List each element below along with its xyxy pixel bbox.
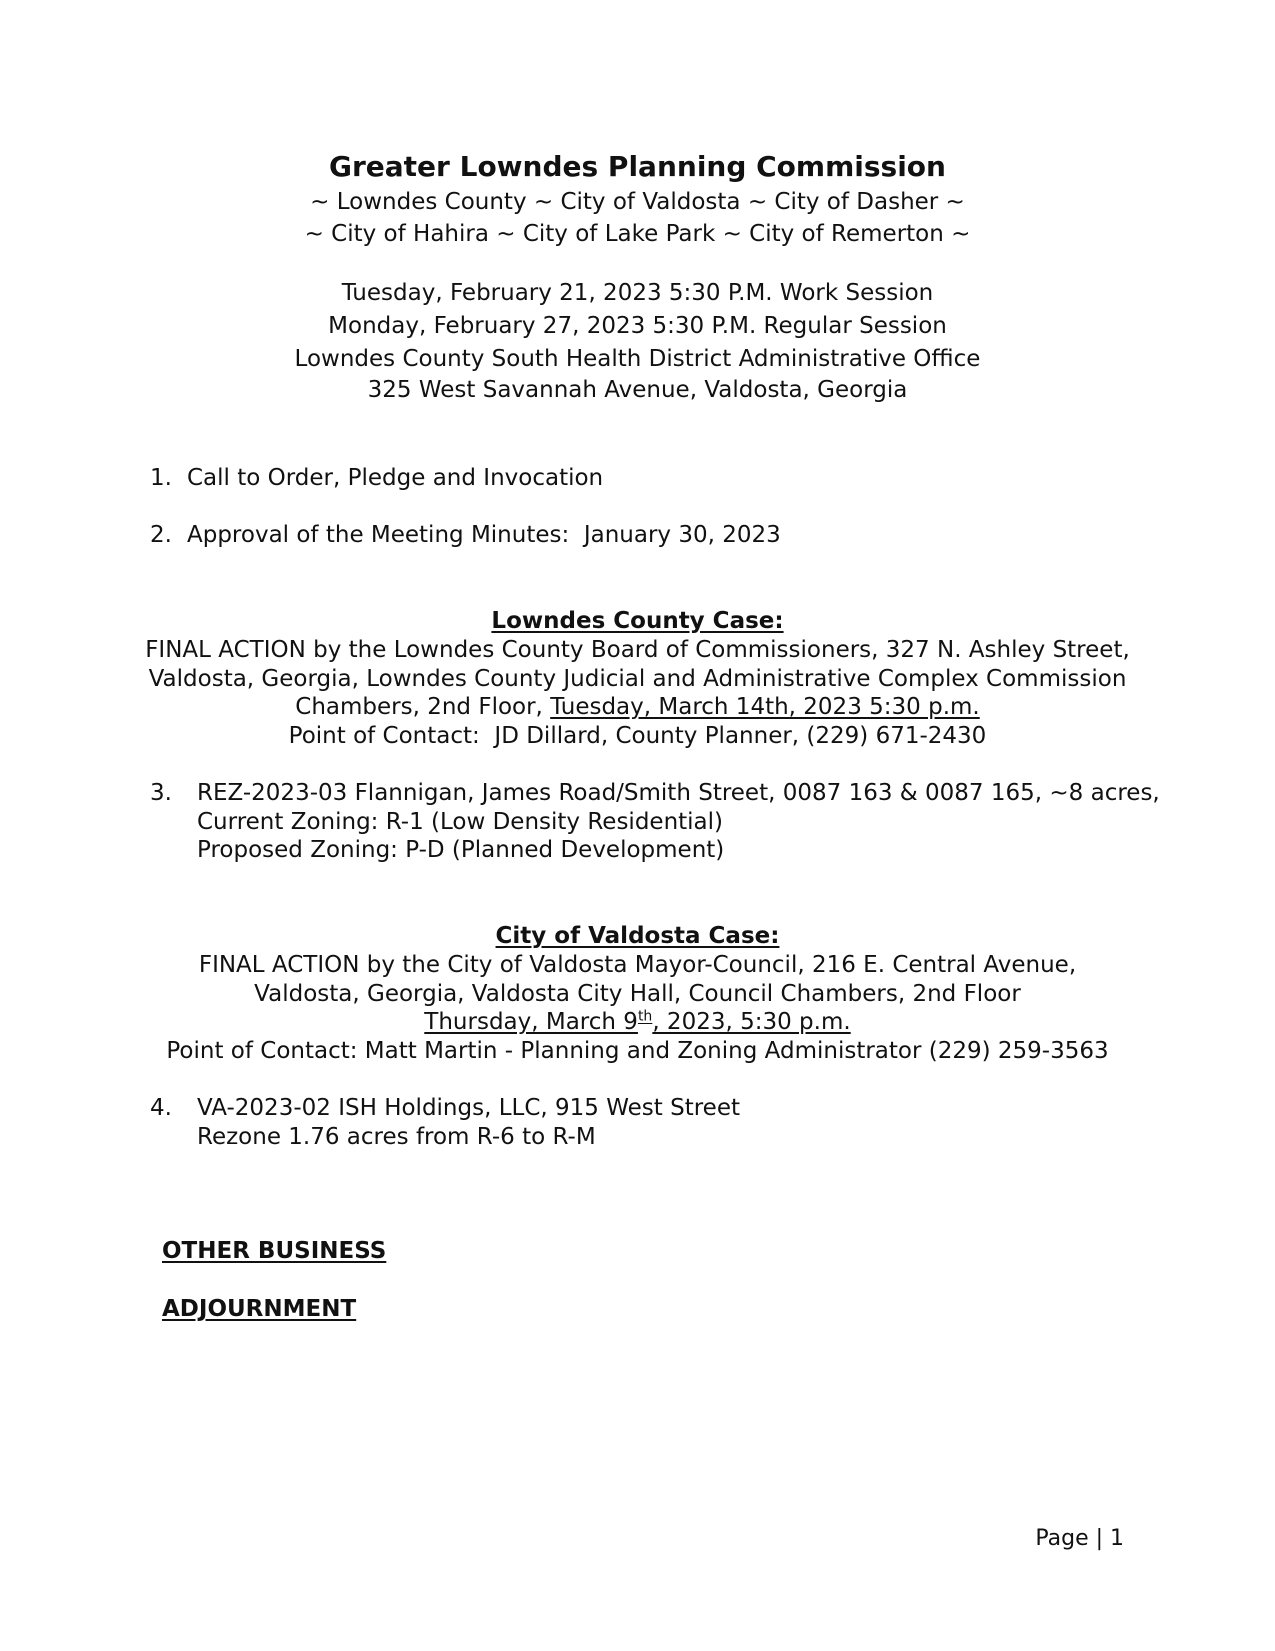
city-case-date-part-2: , 2023, 5:30 p.m. (652, 1009, 851, 1035)
agenda-item-4 (150, 1095, 740, 1150)
work-session-date: Tuesday, February 21, 2023 5:30 P.M. Work Session (341, 280, 934, 306)
regular-session-date: Monday, February 27, 2023 5:30 P.M. Regular Session (328, 313, 947, 339)
agenda-item-3-line-3: Proposed Zoning: P-D (Planned Development) (197, 837, 725, 863)
agenda-item-3 (150, 780, 1160, 863)
county-case-line-1: FINAL ACTION by the Lowndes County Board of Commissioners, 327 N. Ashley Street, (145, 637, 1130, 663)
city-case-contact: Point of Contact: Matt Martin - Planning and Zoning Administrator (229) 259-3563 (166, 1038, 1109, 1064)
agenda-item-1 (150, 465, 604, 491)
agenda-item-4-number: 4. (150, 1095, 172, 1121)
county-case-line-3 (0, 694, 1275, 720)
city-case-date-part-1: Thursday, March 9 (424, 1009, 638, 1035)
agenda-item-3-line-2: Current Zoning: R-1 (Low Density Residential) (197, 809, 724, 835)
city-case-line-1: FINAL ACTION by the City of Valdosta Mayor-Council, 216 E. Central Avenue, (198, 952, 1077, 978)
document-title: Greater Lowndes Planning Commission (329, 150, 946, 183)
county-case-line-2: Valdosta, Georgia, Lowndes County Judicial and Administrative Complex Commission (148, 666, 1127, 692)
other-business-heading: OTHER BUSINESS (162, 1238, 387, 1264)
agenda-item-2-number: 2. (150, 522, 172, 548)
jurisdictions-line-1: ~ Lowndes County ~ City of Valdosta ~ City of Dasher ~ (310, 189, 965, 215)
city-case-heading: City of Valdosta Case: (495, 923, 780, 949)
city-case-meeting-date (0, 1009, 1275, 1035)
meeting-location-address: 325 West Savannah Avenue, Valdosta, Georgia (367, 377, 908, 403)
jurisdictions-line-2: ~ City of Hahira ~ City of Lake Park ~ City of Remerton ~ (304, 221, 971, 247)
city-case-line-2: Valdosta, Georgia, Valdosta City Hall, Council Chambers, 2nd Floor (254, 981, 1021, 1007)
page-number: Page | 1 (1035, 1526, 1124, 1551)
agenda-item-4-line-2: Rezone 1.76 acres from R-6 to R-M (197, 1124, 596, 1150)
agenda-item-1-number: 1. (150, 465, 172, 491)
agenda-item-2 (150, 522, 781, 548)
agenda-item-3-number: 3. (150, 780, 172, 806)
adjournment-heading: ADJOURNMENT (162, 1296, 357, 1322)
meeting-location-name: Lowndes County South Health District Administrative Office (294, 346, 981, 372)
city-case-date-superscript: th (637, 1008, 653, 1025)
county-case-meeting-date: Tuesday, March 14th, 2023 5:30 p.m. (550, 694, 980, 720)
agenda-item-3-line-1: REZ-2023-03 Flannigan, James Road/Smith Street, 0087 163 & 0087 165, ~8 acres, (197, 780, 1160, 806)
agenda-item-1-text: Call to Order, Pledge and Invocation (187, 465, 604, 491)
agenda-item-4-line-1: VA-2023-02 ISH Holdings, LLC, 915 West Street (197, 1095, 740, 1121)
county-case-contact: Point of Contact: JD Dillard, County Planner, (229) 671-2430 (288, 723, 987, 749)
county-case-heading: Lowndes County Case: (491, 608, 784, 634)
agenda-item-2-text: Approval of the Meeting Minutes: January 30, 2023 (187, 522, 781, 548)
county-case-chambers: Chambers, 2nd Floor, (295, 694, 551, 720)
